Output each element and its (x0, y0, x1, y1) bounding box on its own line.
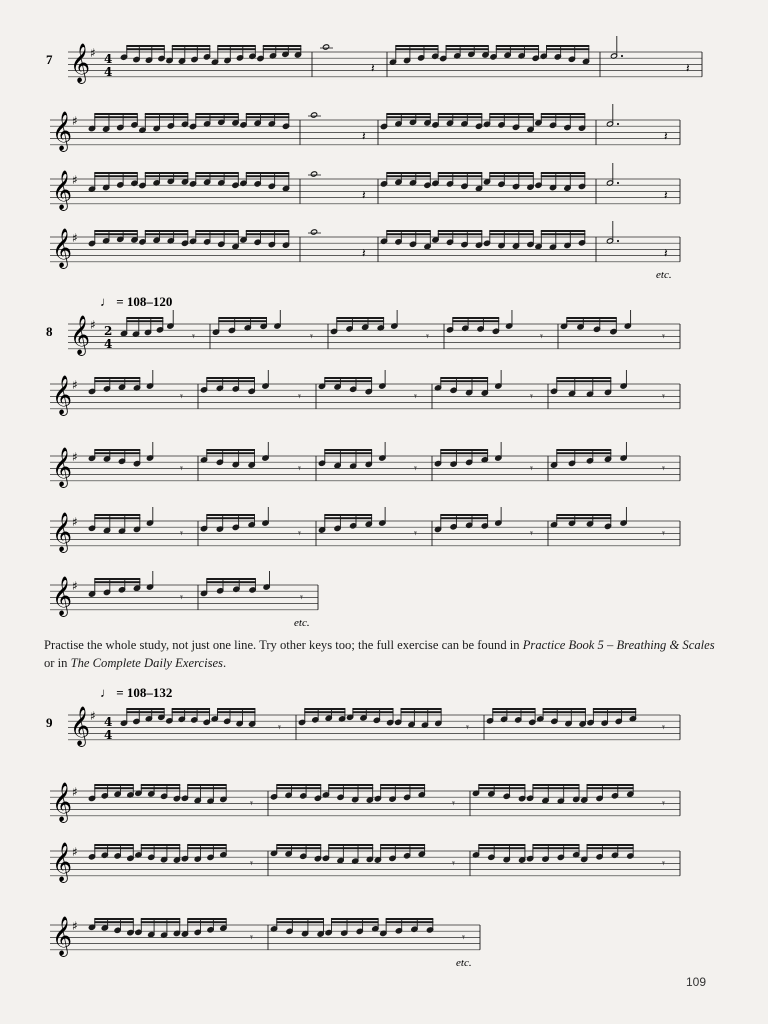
treble-clef-icon: 𝄞 (52, 916, 73, 956)
beam (94, 784, 133, 786)
staff-system (50, 370, 680, 416)
beam (489, 233, 534, 235)
staff-system (50, 782, 680, 823)
beam (336, 317, 384, 319)
tempo-marking: ♩ = 108–120 (100, 294, 173, 309)
sharp-icon: ♯ (72, 173, 78, 187)
beam (172, 711, 210, 713)
eighth-rest-icon: 𝄾 (310, 330, 313, 343)
beam (541, 230, 586, 232)
beam (195, 175, 239, 177)
time-signature-top: 2 (104, 324, 113, 338)
beam (438, 233, 483, 235)
beam (304, 711, 345, 713)
sharp-icon: ♯ (72, 515, 78, 529)
staff-system (50, 221, 680, 281)
beam (440, 380, 488, 382)
beam (556, 377, 611, 379)
book-title-2: The Complete Daily Exercises (70, 656, 223, 670)
sharp-icon: ♯ (90, 46, 96, 60)
eighth-rest-icon: 𝄾 (180, 591, 183, 604)
beam (126, 45, 165, 47)
beam (328, 844, 373, 846)
beam (478, 787, 525, 789)
beam (126, 317, 163, 319)
eighth-rest-icon: 𝄾 (250, 857, 253, 870)
instructions-text-1: Practise the whole study, not just one line. Try other keys too; the full exercise can be found in (44, 638, 523, 652)
sharp-icon: ♯ (72, 114, 78, 128)
treble-clef-icon: 𝄞 (70, 706, 91, 746)
instructions-paragraph (44, 636, 724, 672)
eighth-rest-icon: 𝄾 (662, 330, 665, 343)
beam (94, 233, 138, 235)
beam (246, 113, 289, 115)
beam (141, 784, 180, 786)
eighth-rest-icon: 𝄾 (466, 721, 469, 734)
beam (187, 918, 226, 920)
beam (94, 175, 138, 177)
beam (94, 578, 140, 580)
sharp-icon: ♯ (72, 378, 78, 392)
beam (440, 449, 488, 451)
time-signature-bottom: 4 (104, 65, 113, 79)
beam (172, 48, 211, 50)
beam (94, 172, 138, 174)
eighth-rest-icon: 𝄾 (662, 390, 665, 403)
beam (94, 581, 140, 583)
beam (324, 517, 372, 519)
staff-system (46, 685, 680, 747)
etc-label: etc. (656, 268, 672, 281)
beam (556, 517, 611, 519)
beam (566, 317, 617, 319)
beam (543, 708, 586, 710)
beam (141, 918, 180, 920)
eighth-rest-icon: 𝄾 (530, 527, 533, 540)
beam (217, 711, 255, 713)
beam (304, 708, 345, 710)
eighth-rest-icon: 𝄾 (180, 527, 183, 540)
beam (452, 317, 499, 319)
eighth-rest-icon: 𝄾 (662, 527, 665, 540)
beam (331, 918, 379, 920)
beam (587, 784, 634, 786)
treble-clef-icon: 𝄞 (70, 315, 91, 355)
beam (438, 230, 483, 232)
beam (489, 230, 534, 232)
beam (94, 787, 133, 789)
beam (489, 175, 534, 177)
beam (386, 918, 434, 920)
eighth-rest-icon: 𝄾 (452, 857, 455, 870)
beam (380, 787, 425, 789)
staff-system (50, 916, 480, 969)
beam (328, 847, 373, 849)
beam (94, 517, 140, 519)
dot (621, 55, 623, 57)
note-head (322, 44, 329, 50)
beam (195, 116, 239, 118)
beam (276, 918, 324, 920)
beam (546, 48, 589, 50)
beam (187, 787, 226, 789)
eighth-rest-icon: 𝄾 (250, 797, 253, 810)
beam (94, 918, 133, 920)
beam (532, 844, 579, 846)
dot (617, 123, 619, 125)
eighth-rest-icon: 𝄾 (414, 390, 417, 403)
quarter-rest-icon: 𝄽 (362, 188, 366, 202)
beam (401, 708, 442, 710)
sharp-icon: ♯ (72, 919, 78, 933)
eighth-rest-icon: 𝄾 (540, 330, 543, 343)
staff-system (50, 507, 680, 553)
eighth-rest-icon: 𝄾 (192, 330, 195, 343)
beam (489, 113, 534, 115)
beam (145, 233, 189, 235)
beam (541, 175, 586, 177)
beam (246, 233, 289, 235)
beam (556, 514, 611, 516)
exercise-number: 9 (46, 715, 53, 730)
beam (352, 708, 393, 710)
beam (386, 172, 431, 174)
beam (541, 233, 586, 235)
sharp-icon: ♯ (72, 579, 78, 593)
quarter-rest-icon: 𝄽 (371, 61, 375, 75)
beam (94, 847, 133, 849)
beam (587, 847, 634, 849)
eighth-rest-icon: 𝄾 (462, 931, 465, 944)
beam (543, 711, 586, 713)
staff-system (46, 36, 702, 84)
beam (94, 116, 138, 118)
eighth-rest-icon: 𝄾 (298, 527, 301, 540)
beam (195, 230, 239, 232)
quarter-rest-icon: 𝄽 (664, 246, 668, 260)
beam (206, 449, 255, 451)
beam (126, 320, 163, 322)
beam (206, 517, 255, 519)
eighth-rest-icon: 𝄾 (298, 390, 301, 403)
beam (395, 48, 438, 50)
beam (195, 233, 239, 235)
note-head (310, 112, 317, 118)
beam (440, 377, 488, 379)
beam (276, 784, 321, 786)
beam (541, 113, 586, 115)
beam (532, 847, 579, 849)
beam (145, 230, 189, 232)
beam (276, 847, 321, 849)
beam (141, 847, 180, 849)
staff-system (50, 571, 318, 629)
treble-clef-icon: 𝄞 (52, 375, 73, 415)
beam (145, 113, 189, 115)
beam (276, 787, 321, 789)
beam (532, 784, 579, 786)
beam (141, 921, 180, 923)
page-number: 109 (686, 975, 707, 989)
eighth-rest-icon: 𝄾 (662, 721, 665, 734)
eighth-rest-icon: 𝄾 (300, 591, 303, 604)
eighth-rest-icon: 𝄾 (530, 390, 533, 403)
beam (94, 380, 140, 382)
quarter-rest-icon: 𝄽 (362, 246, 366, 260)
treble-clef-icon: 𝄞 (52, 512, 73, 552)
beam (532, 787, 579, 789)
tempo-marking: ♩ = 108–132 (100, 685, 173, 700)
beam (218, 317, 267, 319)
beam (541, 116, 586, 118)
beam (187, 844, 226, 846)
treble-clef-icon: 𝄞 (52, 447, 73, 487)
beam (446, 45, 489, 47)
eighth-rest-icon: 𝄾 (452, 797, 455, 810)
eighth-rest-icon: 𝄾 (180, 390, 183, 403)
beam (324, 514, 372, 516)
beam (438, 113, 483, 115)
beam (172, 708, 210, 710)
beam (206, 581, 256, 583)
beam (324, 452, 372, 454)
treble-clef-icon: 𝄞 (52, 576, 73, 616)
beam (438, 172, 483, 174)
beam (187, 921, 226, 923)
instructions-text-3: . (222, 656, 227, 670)
beam (126, 711, 164, 713)
eighth-rest-icon: 𝄾 (180, 462, 183, 475)
beam (492, 711, 535, 713)
eighth-rest-icon: 𝄾 (414, 462, 417, 475)
time-signature-bottom: 4 (104, 728, 113, 742)
beam (489, 172, 534, 174)
staff-system (50, 842, 680, 883)
beam (246, 172, 289, 174)
beam (94, 449, 140, 451)
etc-label: etc. (294, 616, 310, 629)
beam (206, 578, 256, 580)
beam (386, 230, 431, 232)
quarter-rest-icon: 𝄽 (362, 129, 366, 143)
staff-system (46, 294, 680, 356)
beam (94, 844, 133, 846)
beam (145, 175, 189, 177)
beam (452, 320, 499, 322)
beam (206, 380, 255, 382)
beam (352, 711, 393, 713)
beam (246, 175, 289, 177)
beam (492, 708, 535, 710)
time-signature-top: 4 (104, 52, 113, 66)
book-title-1: Practice Book 5 – Breathing & Scales (522, 638, 715, 652)
beam (141, 787, 180, 789)
beam (328, 784, 373, 786)
beam (541, 172, 586, 174)
sharp-icon: ♯ (72, 845, 78, 859)
beam (218, 320, 267, 322)
sharp-icon: ♯ (72, 785, 78, 799)
beam (380, 847, 425, 849)
beam (263, 48, 302, 50)
beam (217, 48, 256, 50)
beam (478, 847, 525, 849)
instructions-text-2: or in (44, 656, 71, 670)
beam (556, 380, 611, 382)
sharp-icon: ♯ (90, 709, 96, 723)
beam (401, 711, 442, 713)
exercise-number: 7 (46, 52, 53, 67)
beam (386, 921, 434, 923)
beam (187, 847, 226, 849)
beam (478, 784, 525, 786)
beam (94, 113, 138, 115)
beam (195, 113, 239, 115)
beam (386, 116, 431, 118)
beam (206, 514, 255, 516)
eighth-rest-icon: 𝄾 (298, 462, 301, 475)
treble-clef-icon: 𝄞 (52, 170, 73, 210)
beam (217, 45, 256, 47)
beam (380, 844, 425, 846)
treble-clef-icon: 𝄞 (52, 842, 73, 882)
beam (246, 116, 289, 118)
beam (331, 921, 379, 923)
beam (386, 175, 431, 177)
exercise-number: 8 (46, 324, 53, 339)
staff-system (50, 104, 680, 152)
quarter-rest-icon: 𝄽 (686, 61, 690, 75)
beam (587, 844, 634, 846)
note-head (310, 171, 317, 177)
note-head (310, 229, 317, 235)
beam (126, 708, 164, 710)
beam (94, 377, 140, 379)
beam (328, 787, 373, 789)
eighth-rest-icon: 𝄾 (426, 330, 429, 343)
beam (438, 175, 483, 177)
beam (386, 113, 431, 115)
beam (206, 452, 255, 454)
eighth-rest-icon: 𝄾 (662, 797, 665, 810)
beam (206, 377, 255, 379)
beam (324, 449, 372, 451)
beam (276, 844, 321, 846)
beam (380, 784, 425, 786)
beam (386, 233, 431, 235)
dot (617, 240, 619, 242)
beam (324, 380, 372, 382)
eighth-rest-icon: 𝄾 (530, 462, 533, 475)
treble-clef-icon: 𝄞 (52, 111, 73, 151)
eighth-rest-icon: 𝄾 (250, 931, 253, 944)
beam (546, 45, 589, 47)
beam (336, 320, 384, 322)
beam (276, 921, 324, 923)
beam (489, 116, 534, 118)
quarter-rest-icon: 𝄽 (664, 129, 668, 143)
beam (324, 377, 372, 379)
beam (593, 711, 636, 713)
beam (217, 708, 255, 710)
treble-clef-icon: 𝄞 (52, 782, 73, 822)
eighth-rest-icon: 𝄾 (414, 527, 417, 540)
beam (496, 48, 539, 50)
staff-system (50, 442, 680, 488)
beam (187, 784, 226, 786)
sharp-icon: ♯ (72, 450, 78, 464)
beam (440, 514, 488, 516)
beam (246, 230, 289, 232)
beam (94, 452, 140, 454)
dot (617, 182, 619, 184)
beam (440, 517, 488, 519)
time-signature-top: 4 (104, 715, 113, 729)
beam (440, 452, 488, 454)
beam (172, 45, 211, 47)
sharp-icon: ♯ (90, 318, 96, 332)
beam (566, 320, 617, 322)
beam (446, 48, 489, 50)
time-signature-bottom: 4 (104, 337, 113, 351)
beam (145, 116, 189, 118)
beam (587, 787, 634, 789)
beam (94, 230, 138, 232)
eighth-rest-icon: 𝄾 (662, 462, 665, 475)
beam (126, 48, 165, 50)
etc-label: etc. (456, 956, 472, 969)
eighth-rest-icon: 𝄾 (662, 857, 665, 870)
beam (395, 45, 438, 47)
sharp-icon: ♯ (72, 231, 78, 245)
beam (195, 172, 239, 174)
treble-clef-icon: 𝄞 (70, 43, 91, 83)
beam (478, 844, 525, 846)
beam (556, 452, 611, 454)
beam (94, 514, 140, 516)
beam (141, 844, 180, 846)
beam (556, 449, 611, 451)
beam (496, 45, 539, 47)
quarter-rest-icon: 𝄽 (664, 188, 668, 202)
staff-system (50, 163, 680, 211)
eighth-rest-icon: 𝄾 (278, 721, 281, 734)
beam (263, 45, 302, 47)
beam (438, 116, 483, 118)
treble-clef-icon: 𝄞 (52, 228, 73, 268)
beam (94, 921, 133, 923)
beam (593, 708, 636, 710)
beam (145, 172, 189, 174)
